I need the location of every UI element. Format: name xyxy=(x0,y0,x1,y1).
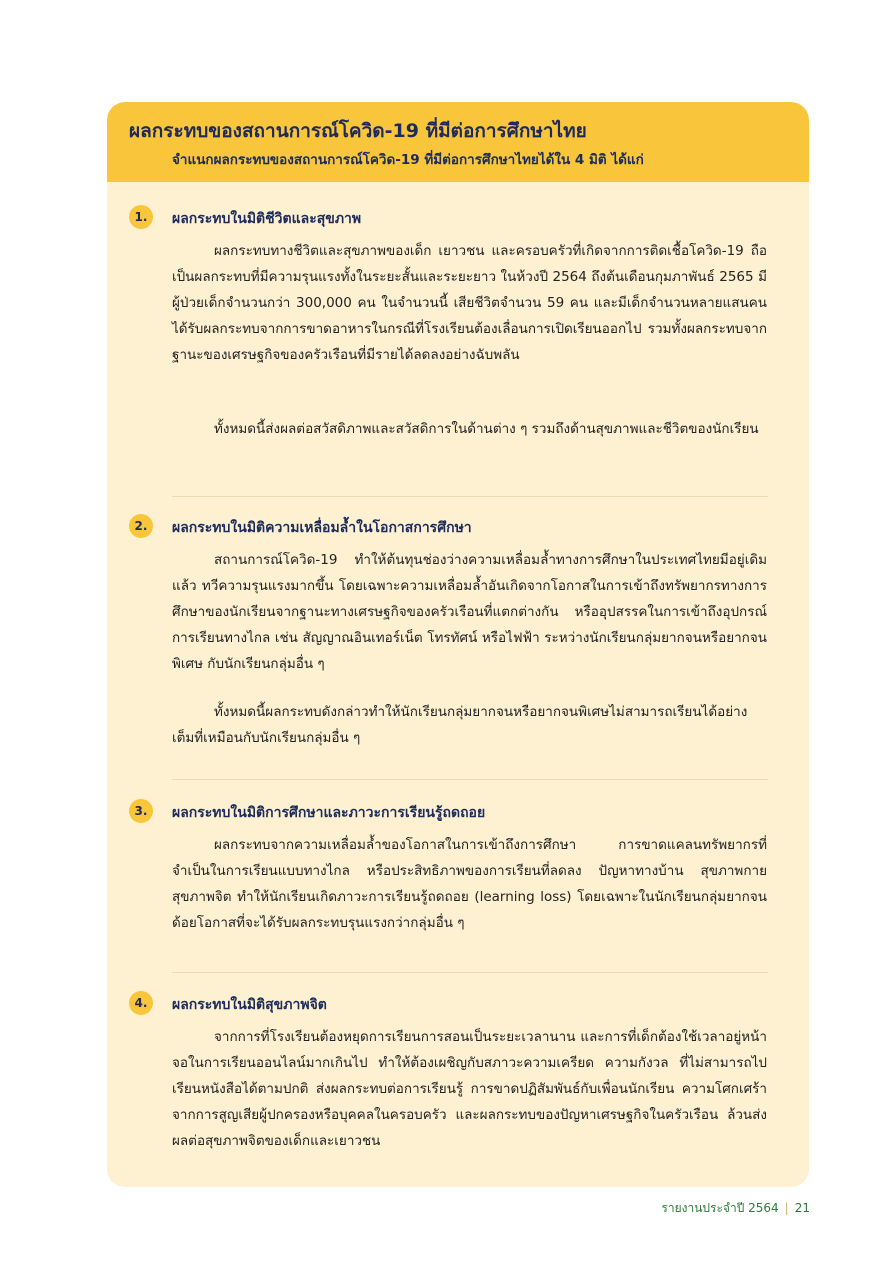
report-label: รายงานประจำปี 2564 xyxy=(661,1201,779,1215)
page-subtitle: จำแนกผลกระทบของสถานการณ์โควิด-19 ที่มีต่อการศึกษาไทยได้ใน 4 มิติ ได้แก่ xyxy=(172,152,644,168)
section-divider xyxy=(172,496,768,497)
section-number-badge: 4. xyxy=(129,991,153,1015)
section-divider xyxy=(172,779,768,780)
section-paragraph: ผลกระทบทางชีวิตและสุขภาพของเด็ก เยาวชน และครอบครัวที่เกิดจากการติดเชื้อโควิด-19 ถือเป็นผลกระทบที่มีความรุนแรงทั้งในระยะสั้นและระยะยาว ในห้วงปี 2564 ถึงต้นเดือนกุมภาพันธ์ 2565 มีผู้ป่วยเด็กจำนวนกว่า 300,000 คน ในจำนวนนี้ เสียชีวิตจำนวน 59 คน และมีเด็กจำนวนหลายแสนคนได้รับผลกระทบจากการขาดอาหารในกรณีที่โรงเรียนต้องเลื่อนการเปิดเรียนออกไป รวมทั้งผลกระทบจากฐานะของเศรษฐกิจของครัวเรือนที่มีรายได้ลดลงอย่างฉับพลัน xyxy=(172,243,767,363)
section-paragraph: ผลกระทบจากความเหลื่อมล้ำของโอกาสในการเข้าถึงการศึกษา การขาดแคลนทรัพยากรที่จำเป็นในการเรียนแบบทางไกล หรือประสิทธิภาพของการเรียนที่ลดลง ปัญหาทางบ้าน สุขภาพกาย สุขภาพจิต ทำให้นักเรียนเกิดภาวะการเรียนรู้ถดถอย (learning loss) โดยเฉพาะในนักเรียนกลุ่มยากจนด้อยโอกาสที่จะได้รับผลกระทบรุนแรงกว่ากลุ่มอื่น ๆ xyxy=(172,837,767,931)
card-header xyxy=(107,102,809,182)
section-divider xyxy=(172,972,768,973)
page-number: 21 xyxy=(794,1201,810,1215)
section-title: ผลกระทบในมิติการศึกษาและภาวะการเรียนรู้ถดถอย xyxy=(172,805,486,821)
content-card xyxy=(107,102,809,1187)
section-number-badge: 1. xyxy=(129,205,153,229)
section-number-badge: 3. xyxy=(129,799,153,823)
section-title: ผลกระทบในมิติความเหลื่อมล้ำในโอกาสการศึกษา xyxy=(172,520,472,536)
section-paragraph: จากการที่โรงเรียนต้องหยุดการเรียนการสอนเป็นระยะเวลานาน และการที่เด็กต้องใช้เวลาอยู่หน้าจอในการเรียนออนไลน์มากเกินไป ทำให้ต้องเผชิญกับสภาวะความเครียด ความกังวล ที่ไม่สามารถไปเรียนหนังสือได้ตามปกติ ส่งผลกระทบต่อการเรียนรู้ การขาดปฏิสัมพันธ์กับเพื่อนนักเรียน ความโศกเศร้าจากการสูญเสียผู้ปกครองหรือบุคคลในครอบครัว และผลกระทบของปัญหาเศรษฐกิจในครัวเรือน ล้วนส่งผลต่อสุขภาพจิตของเด็กและเยาวชน xyxy=(172,1029,767,1149)
section-number-badge: 2. xyxy=(129,514,153,538)
section-paragraph: สถานการณ์โควิด-19 ทำให้ต้นทุนช่องว่างความเหลื่อมล้ำทางการศึกษาในประเทศไทยมีอยู่เดิมแล้ว ทวีความรุนแรงมากขึ้น โดยเฉพาะความเหลื่อมล้ำอันเกิดจากโอกาสในการเข้าถึงทรัพยากรทางการศึกษาของนักเรียนจากฐานะทางเศรษฐกิจของครัวเรือนที่แตกต่างกัน หรืออุปสรรคในการเข้าถึงอุปกรณ์การเรียนทางไกล เช่น สัญญาณอินเทอร์เน็ต โทรทัศน์ หรือไฟฟ้า ระหว่างนักเรียนกลุ่มยากจนหรือยากจนพิเศษ กับนักเรียนกลุ่มอื่น ๆ xyxy=(172,552,767,672)
section-title: ผลกระทบในมิติสุขภาพจิต xyxy=(172,997,327,1013)
footer-separator: | xyxy=(784,1201,789,1215)
page-footer xyxy=(661,1199,810,1218)
section-paragraph: ทั้งหมดนี้ผลกระทบดังกล่าวทำให้นักเรียนกลุ่มยากจนหรือยากจนพิเศษไม่สามารถเรียนได้อย่างเต็มที่เหมือนกับนักเรียนกลุ่มอื่น ๆ xyxy=(172,704,748,746)
section-title: ผลกระทบในมิติชีวิตและสุขภาพ xyxy=(172,211,362,227)
section-paragraph: ทั้งหมดนี้ส่งผลต่อสวัสดิภาพและสวัสดิการในด้านต่าง ๆ รวมถึงด้านสุขภาพและชีวิตของนักเรียน xyxy=(214,421,759,437)
page-title: ผลกระทบของสถานการณ์โควิด-19 ที่มีต่อการศึกษาไทย xyxy=(129,120,587,142)
